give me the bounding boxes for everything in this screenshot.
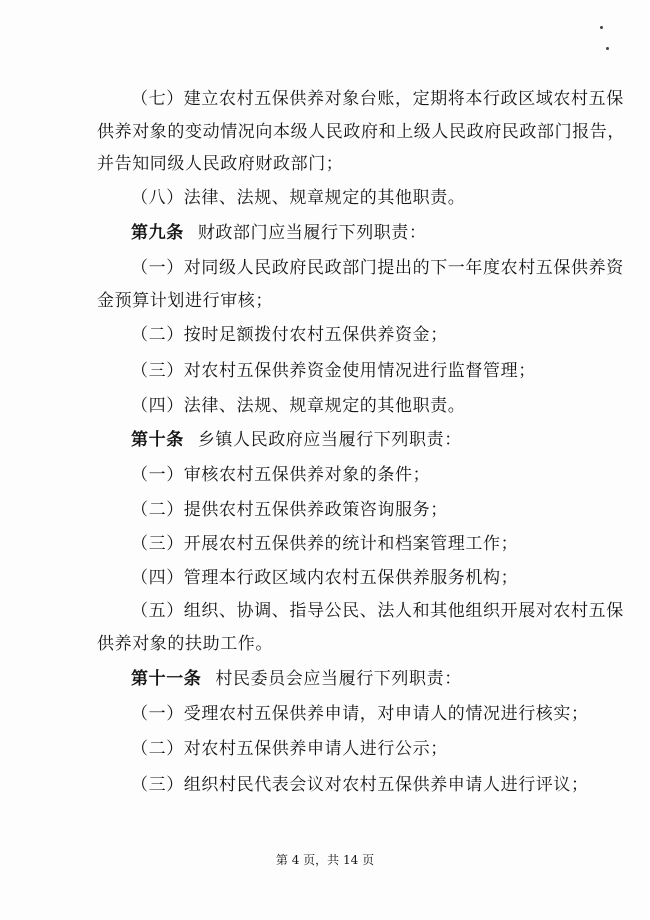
article-number: 第十一条	[131, 669, 202, 689]
article-number: 第十条	[131, 430, 184, 450]
body-line: 并告知同级人民政府财政部门；	[97, 154, 344, 174]
article-text: 财政部门应当履行下列职责：	[197, 223, 427, 243]
body-line: （一）对同级人民政府民政部门提出的下一年度农村五保供养资	[131, 258, 624, 278]
body-line: （二）对农村五保供养申请人进行公示；	[131, 739, 448, 759]
page-number-footer: 第 4 页，共 14 页	[275, 853, 375, 867]
body-line: （一）审核农村五保供养对象的条件；	[131, 465, 431, 485]
article-number: 第九条	[131, 223, 184, 243]
scan-speck-mark	[600, 26, 603, 29]
body-line: （四）法律、法规、规章规定的其他职责。	[131, 396, 466, 416]
body-line: （四）管理本行政区域内农村五保供养服务机构；	[131, 568, 519, 588]
article-text: 乡镇人民政府应当履行下列职责：	[197, 430, 462, 450]
body-line: （一）受理农村五保供养申请，对申请人的情况进行核实；	[131, 704, 589, 724]
body-line: 供养对象的变动情况向本级人民政府和上级人民政府民政部门报告，	[97, 122, 625, 142]
body-line: 供养对象的扶助工作。	[97, 634, 273, 654]
body-line: （七）建立农村五保供养对象台账，定期将本行政区域农村五保	[131, 89, 624, 109]
article-heading-line	[131, 668, 462, 690]
article-text: 村民委员会应当履行下列职责：	[215, 669, 462, 689]
body-line: （三）对农村五保供养资金使用情况进行监督管理；	[131, 361, 536, 381]
body-line: （二）按时足额拨付农村五保供养资金；	[131, 325, 448, 345]
body-line: （八）法律、法规、规章规定的其他职责。	[131, 188, 466, 208]
body-line: （三）组织村民代表会议对农村五保供养申请人进行评议；	[131, 775, 589, 795]
body-line: 金预算计划进行审核；	[97, 291, 273, 311]
scan-speck-mark	[606, 47, 609, 50]
body-line: （五）组织、协调、指导公民、法人和其他组织开展对农村五保	[131, 601, 624, 621]
article-heading-line	[131, 429, 462, 451]
article-heading-line	[131, 222, 427, 244]
body-line: （二）提供农村五保供养政策咨询服务；	[131, 500, 448, 520]
body-line: （三）开展农村五保供养的统计和档案管理工作；	[131, 534, 519, 554]
